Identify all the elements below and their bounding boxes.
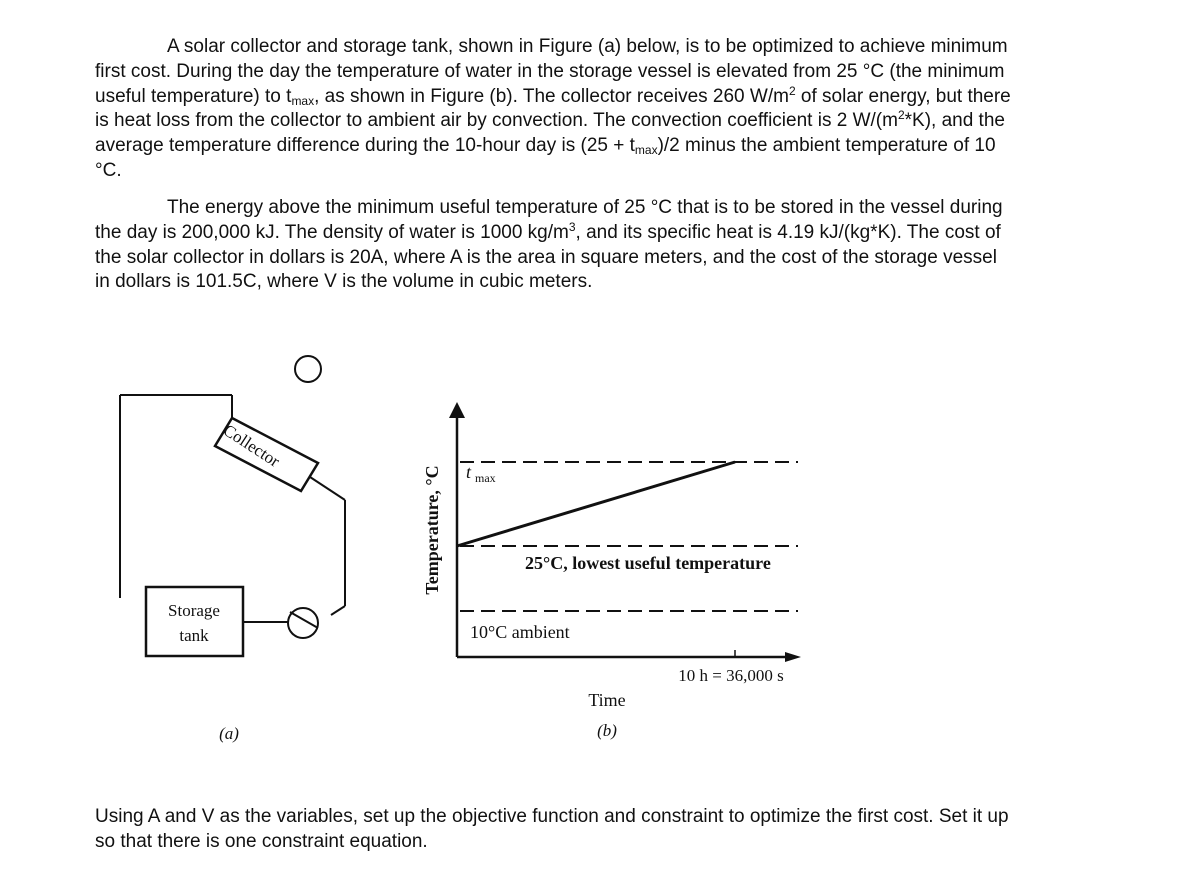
p1-text-b: , as shown in Figure (b). The collector receives 260 W/m — [314, 85, 789, 107]
problem-paragraph-3: Using A and V as the variables, set up the objective function and constraint to optimize the first cost. Set it up so that there is one constraint equation. — [95, 806, 1009, 852]
storage-label-1: Storage — [168, 601, 220, 620]
tmax-label-sub: max — [475, 471, 496, 485]
p2-text-a: The energy above the minimum useful temperature of 25 °C that is to be stored in the vessel during the day is 200,000 kJ. The density of water is 1000 kg/m — [95, 197, 1003, 243]
p2-m3-sup: 3 — [568, 219, 576, 234]
line-25c-label: 25°C, lowest useful temperature — [525, 553, 771, 573]
indicator-circle — [295, 356, 321, 382]
p1-tmax-sub-2: max — [634, 143, 658, 158]
p1-text-e: )/2 minus the ambient temperature of 10 °C. — [95, 135, 996, 181]
tmax-label-t: t — [466, 462, 472, 482]
p1-text-d: *K), and the average temperature difference during the 10-hour day is (25 + t — [95, 110, 1005, 157]
x-axis-label: Time — [588, 690, 626, 710]
line-10c-label: 10°C ambient — [470, 622, 570, 642]
pump-icon-stroke — [290, 612, 318, 628]
x-axis-arrow — [785, 652, 801, 662]
return-pipe-diagonal — [331, 606, 345, 615]
y-axis-arrow — [449, 402, 465, 418]
figure-b-caption: (b) — [597, 721, 617, 740]
figure-a-caption: (a) — [219, 724, 239, 743]
p1-text-c: of solar energy, but there is heat loss from the collector to ambient air by convection. The convection coefficient is 2 W/(m — [95, 85, 1011, 132]
collector-outlet-pipe — [310, 477, 345, 500]
p1-m2-sup-2: 2 — [897, 108, 905, 123]
p2-text-b: , and its specific heat is 4.19 kJ/(kg*K). The cost of the solar collector in dollars is 20A, where A is the area in square meters, and the cost of the storage vessel in dollars is 101.5C, where V is the volume in cubic meters. — [95, 221, 1001, 293]
y-axis-label: Temperature, °C — [422, 465, 442, 595]
p1-tmax-sub: max — [291, 93, 315, 108]
collector-label: Collector — [219, 420, 284, 471]
x-end-label: 10 h = 36,000 s — [678, 666, 784, 685]
p1-text-a: A solar collector and storage tank, shown in Figure (a) below, is to be optimized to achieve minimum first cost. During the day the temperature of water in the storage vessel is elevated from 25 °C (the minimum useful temperature) to t — [95, 36, 1008, 107]
storage-label-2: tank — [179, 626, 209, 645]
p1-m2-sup: 2 — [788, 83, 796, 98]
storage-tank-box — [146, 587, 243, 656]
figure-a — [120, 356, 345, 656]
temperature-rise-line — [457, 462, 735, 546]
